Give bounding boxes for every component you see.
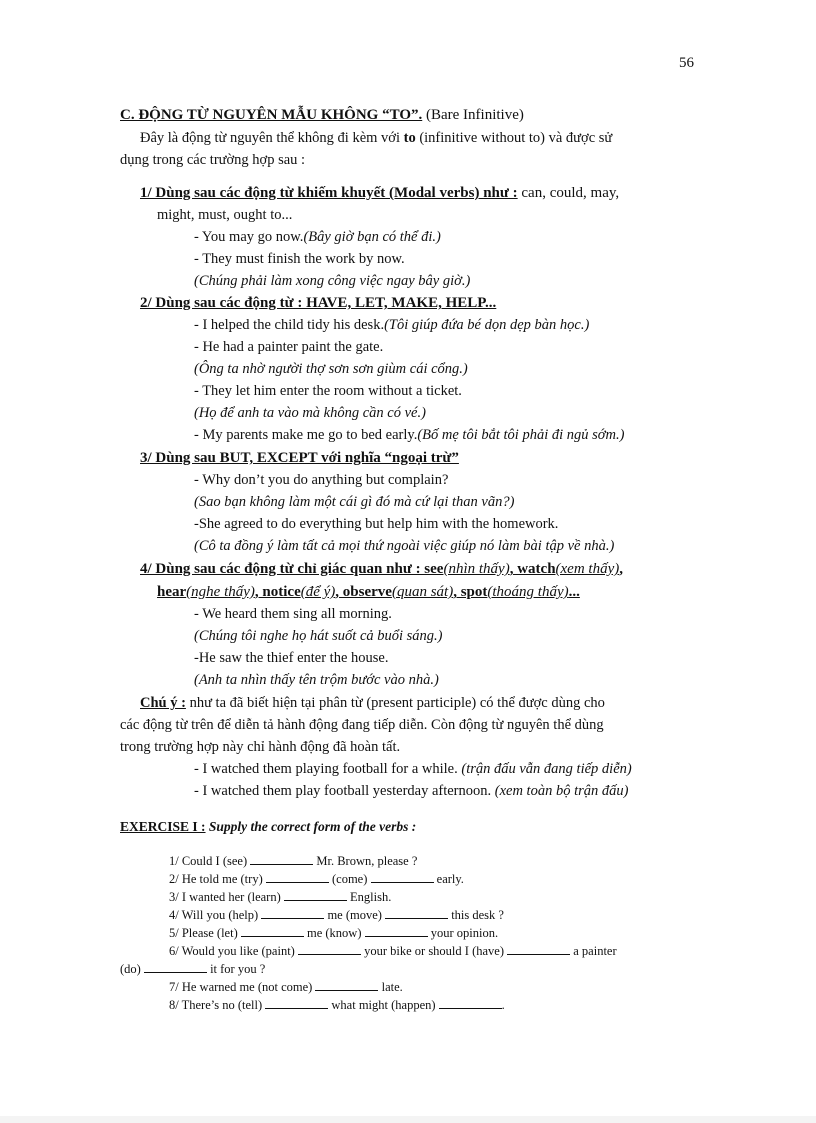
rule4-heading-text: , spot [453,584,488,600]
question-text: late. [378,980,403,994]
answer-blank [385,907,448,919]
answer-blank [261,907,324,919]
answer-blank [144,961,207,973]
question-text: 2/ He told me (try) [169,872,266,886]
question-text: Mr. Brown, please ? [313,854,418,868]
note-line-1 [140,694,605,712]
example-en: - I watched them playing football for a while. [194,761,462,777]
question-text: (come) [328,872,371,886]
rule2-example-3-vi: (Họ để anh ta vào mà không cần có vé.) [194,405,426,421]
example-vi: (trận đấu vẫn đang tiếp diễn) [461,761,632,777]
exercise-question-7 [169,979,403,995]
section-title-line [120,106,524,124]
answer-blank [371,871,434,883]
page-bottom-bar [0,1116,816,1123]
rule4-heading-text: hear [157,584,187,600]
rule2-example-2: - He had a painter paint the gate. [194,339,384,355]
rule4-heading-text: , notice [254,584,301,600]
question-text: this desk ? [448,908,504,922]
answer-blank [241,925,304,937]
page-number: 56 [679,55,694,71]
rule2-example-3: - They let him enter the room without a ticket. [194,383,462,399]
rule4-heading-text: , watch [509,561,556,577]
rule4-heading-text: ... [568,584,580,600]
rule1-example-1 [194,228,441,246]
note-line-2: các động từ trên để diễn tả hành động đang tiếp diễn. Còn động từ nguyên thể dùng [120,717,604,733]
rule1-example-2: - They must finish the work by now. [194,251,405,267]
rule4-gloss: (nghe thấy) [186,584,255,600]
section-subtitle: (Bare Infinitive) [422,107,524,123]
rule3-example-2-vi: (Cô ta đồng ý làm tất cả mọi thứ ngoài việc giúp nó làm bài tập về nhà.) [194,538,615,554]
rule1-cont: might, must, ought to... [157,207,293,223]
exercise-heading [120,818,416,836]
exercise-question-5 [169,925,498,941]
section-title: C. ĐỘNG TỪ NGUYÊN MẪU KHÔNG “TO”. [120,107,423,123]
example-en: - You may go now. [194,229,304,245]
intro-to: to [403,130,416,146]
example-en: - I watched them play football yesterday afternoon. [194,783,495,799]
rule4-example-2-vi: (Anh ta nhìn thấy tên trộm bước vào nhà.) [194,672,439,688]
example-en: - I helped the child tidy his desk. [194,317,385,333]
intro-line-1 [140,129,612,147]
rule4-heading-line-1 [140,560,623,578]
intro-text: Đây là động từ nguyên thể không đi kèm với [140,130,404,146]
rule4-gloss: (xem thấy) [555,561,620,577]
rule4-gloss: (thoáng thấy) [487,584,569,600]
question-text: English. [346,890,392,904]
question-text: it for you ? [206,962,266,976]
rule4-gloss: (để ý) [300,584,336,600]
rule2-example-1 [194,316,589,334]
example-en: - My parents make me go to bed early. [194,427,418,443]
note-label: Chú ý : [140,695,186,711]
exercise-instruction: Supply the correct form of the verbs : [205,819,417,834]
answer-blank [284,889,347,901]
intro-line-2: dụng trong các trường hợp sau : [120,152,306,168]
rule4-gloss: (nhìn thấy) [443,561,510,577]
question-text: me (move) [324,908,386,922]
rule1-heading-line [140,184,619,202]
exercise-question-1 [169,853,417,869]
rule2-example-4 [194,426,624,444]
rule4-heading-text: , [619,561,623,577]
question-text: 8/ There’s no (tell) [169,998,266,1012]
rule1-rest: can, could, may, [517,185,620,201]
answer-blank [365,925,428,937]
exercise-question-8 [169,997,505,1013]
answer-blank [507,943,570,955]
answer-blank [266,871,329,883]
note-example-2 [194,782,628,800]
question-text: a painter [570,944,617,958]
rule4-heading-text: , observe [335,584,392,600]
rule4-heading-text: 4/ Dùng sau các động từ chỉ giác quan như : see [140,561,444,577]
exercise-question-2 [169,871,464,887]
rule4-example-2: -He saw the thief enter the house. [194,650,389,666]
exercise-label: EXERCISE I : [120,819,206,834]
example-vi: (Bố mẹ tôi bắt tôi phải đi ngủ sớm.) [417,427,625,443]
note-example-1 [194,760,632,778]
question-text: 1/ Could I (see) [169,854,251,868]
question-text: what might (happen) [328,998,439,1012]
note-text: như ta đã biết hiện tại phân từ (present participle) có thể được dùng cho [185,695,605,711]
question-text: 3/ I wanted her (learn) [169,890,284,904]
rule3-example-1: - Why don’t you do anything but complain? [194,472,449,488]
intro-text-2: (infinitive without to) và được sử [415,130,613,146]
example-vi: (Tôi giúp đứa bé dọn dẹp bàn học.) [384,317,590,333]
rule1-heading: 1/ Dùng sau các động từ khiếm khuyết (Modal verbs) như : [140,185,518,201]
rule3-example-1-vi: (Sao bạn không làm một cái gì đó mà cứ lại than vãn?) [194,494,515,510]
question-text: your bike or should I (have) [360,944,508,958]
exercise-question-3 [169,889,391,905]
rule3-example-2: -She agreed to do everything but help him with the homework. [194,516,559,532]
question-text: early. [433,872,464,886]
rule4-gloss: (quan sát) [391,584,454,600]
rule2-heading: 2/ Dùng sau các động từ : HAVE, LET, MAKE, HELP... [140,295,497,311]
question-text: (do) [120,962,144,976]
question-text: . [501,998,505,1012]
exercise-question-4 [169,907,504,923]
question-text: me (know) [303,926,365,940]
exercise-question-6-cont [120,961,265,977]
rule4-heading-line-2 [157,583,580,601]
question-text: 5/ Please (let) [169,926,241,940]
rule4-example-1-vi: (Chúng tôi nghe họ hát suốt cả buổi sáng.) [194,628,443,644]
question-text: 4/ Will you (help) [169,908,262,922]
rule2-example-2-vi: (Ông ta nhờ người thợ sơn sơn giùm cái cổng.) [194,361,468,377]
example-vi: (Bây giờ bạn có thể đi.) [303,229,441,245]
question-text: 6/ Would you like (paint) [169,944,298,958]
answer-blank [265,997,328,1009]
rule3-heading: 3/ Dùng sau BUT, EXCEPT với nghĩa “ngoại trừ” [140,450,459,466]
rule1-example-2-vi: (Chúng phải làm xong công việc ngay bây giờ.) [194,273,471,289]
question-text: your opinion. [427,926,499,940]
answer-blank [298,943,361,955]
exercise-question-6 [169,943,617,959]
question-text: 7/ He warned me (not come) [169,980,316,994]
rule4-example-1: - We heard them sing all morning. [194,606,392,622]
example-vi: (xem toàn bộ trận đấu) [494,783,629,799]
note-line-3: trong trường hợp này chỉ hành động đã hoàn tất. [120,739,401,755]
answer-blank [315,979,378,991]
answer-blank [439,997,502,1009]
answer-blank [250,853,313,865]
